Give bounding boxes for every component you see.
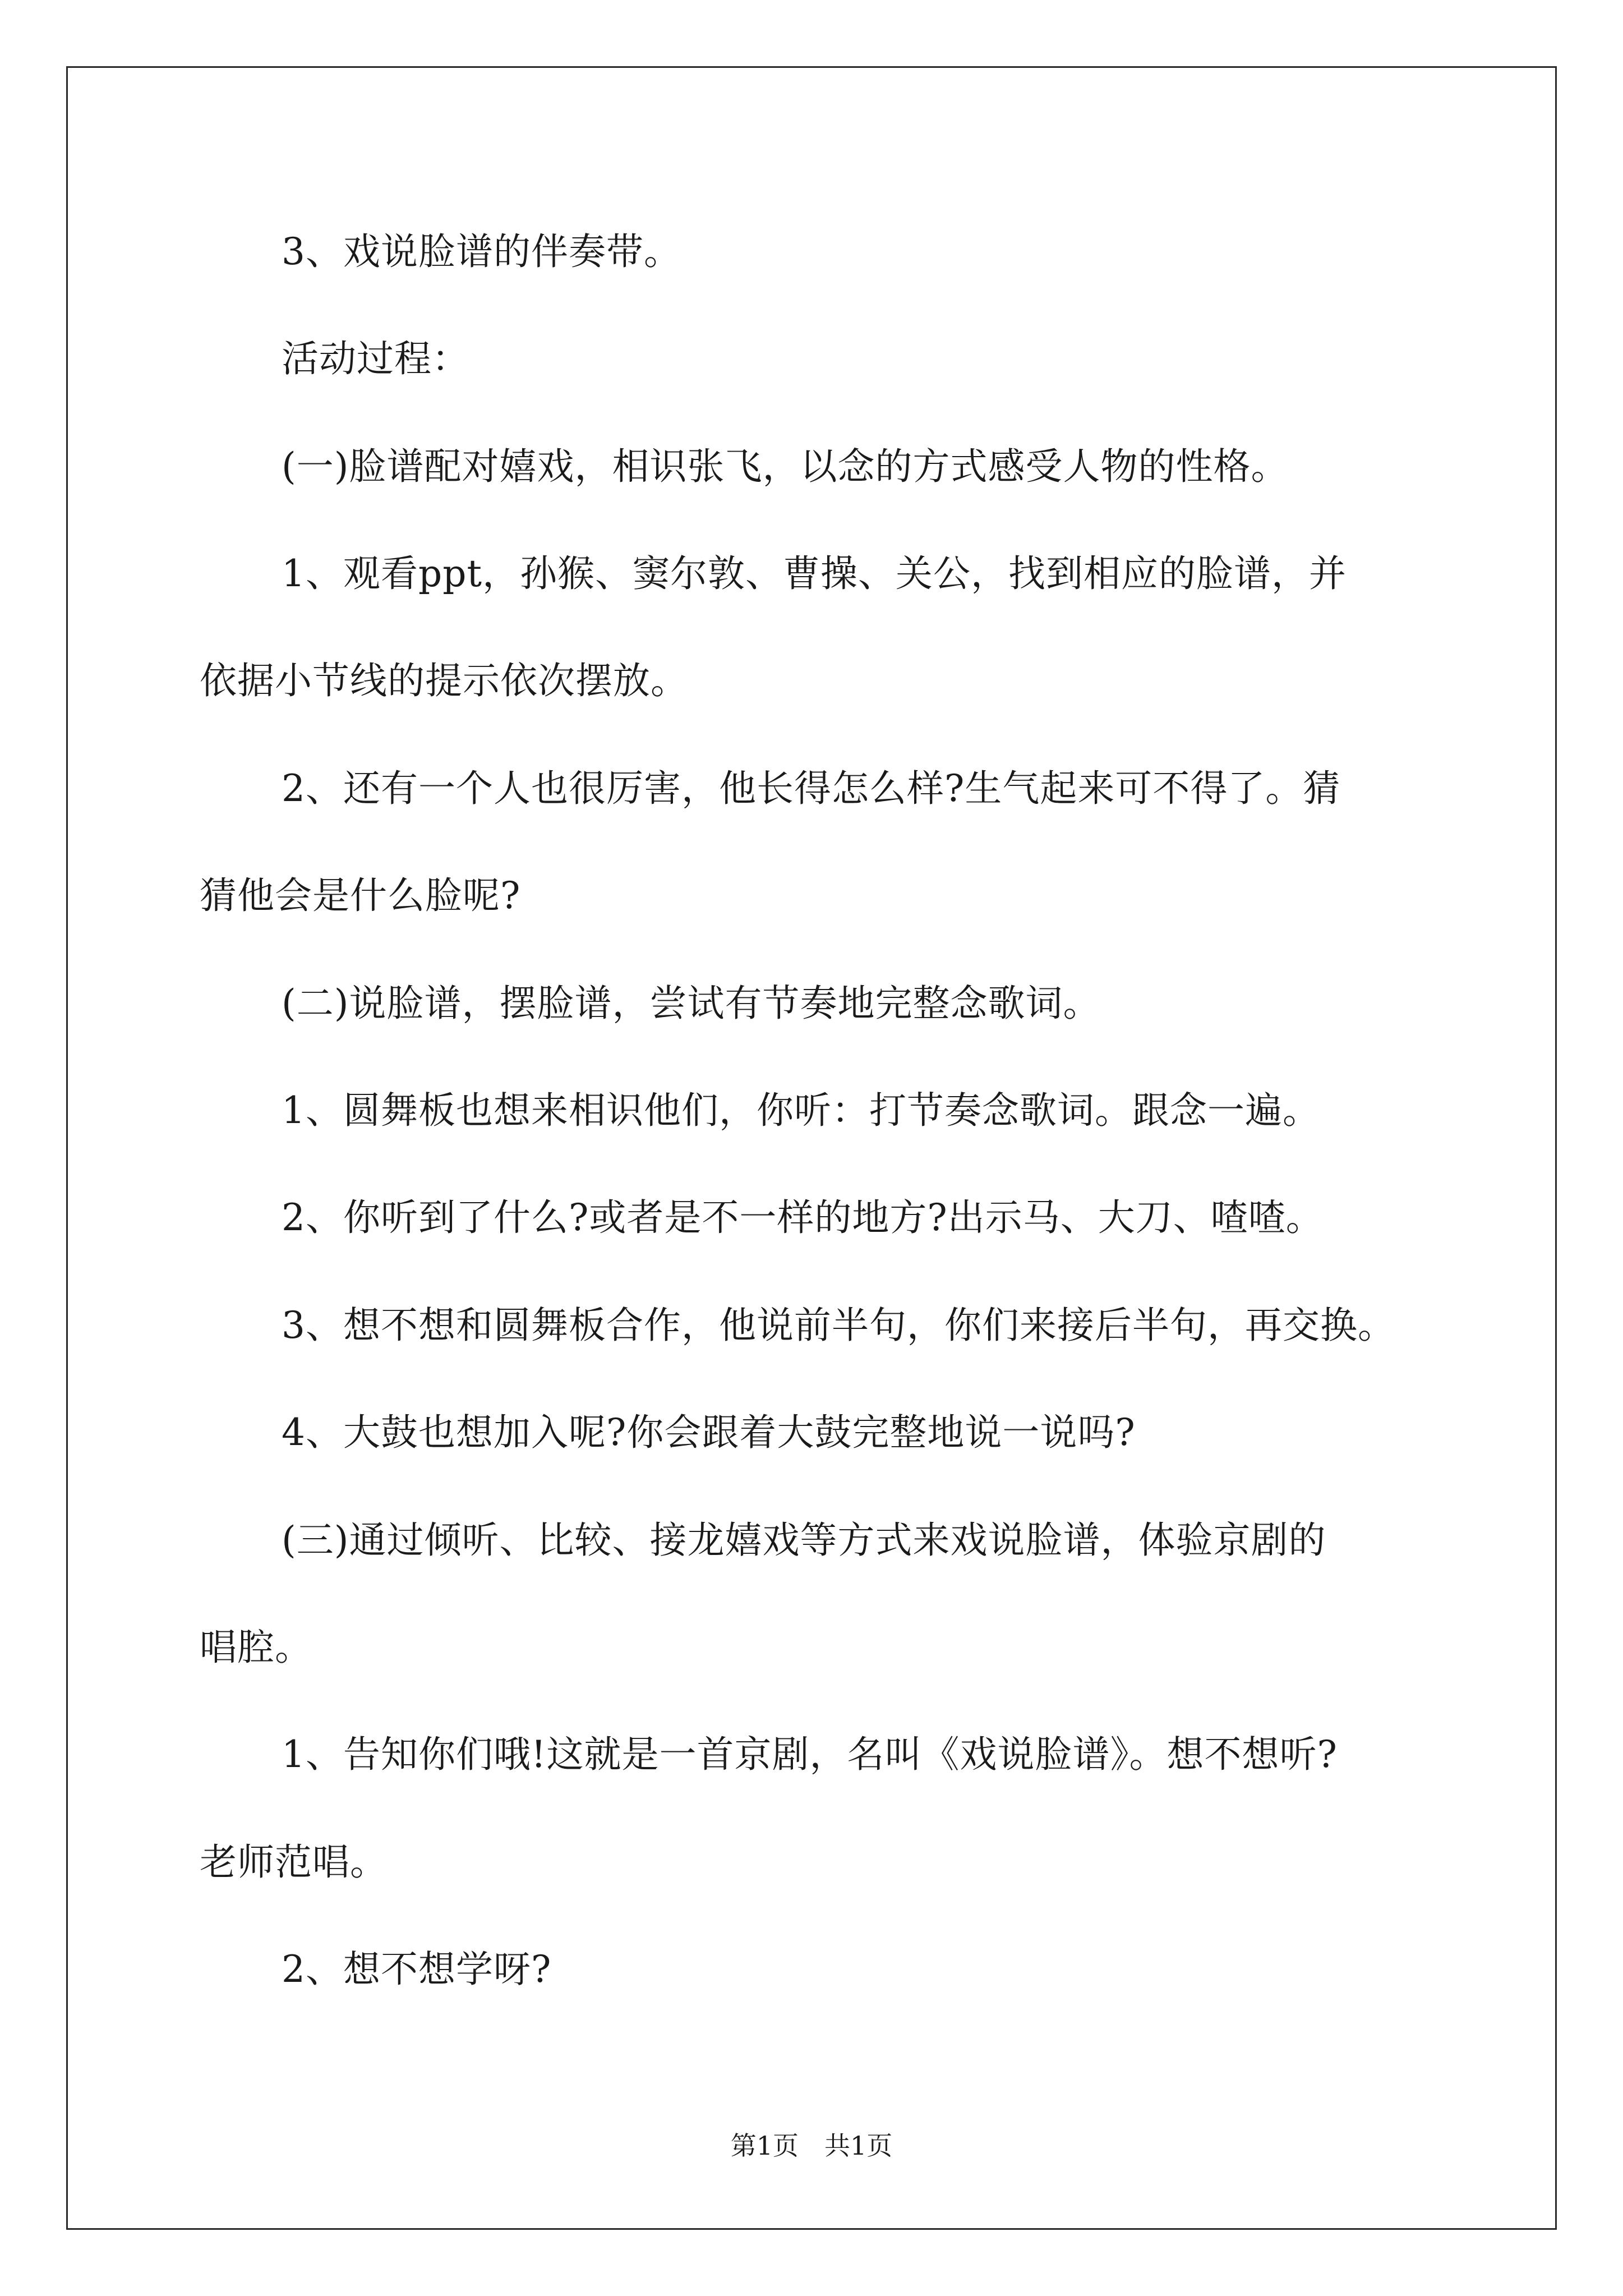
paragraph-12-line-2: 老师范唱。 bbox=[200, 1841, 388, 1884]
paragraph-8: 2、你听到了什么?或者是不一样的地方?出示马、大刀、喳喳。 bbox=[282, 1196, 1324, 1239]
paragraph-1: 3、戏说脸谱的伴奏带。 bbox=[282, 230, 681, 273]
paragraph-10: 4、大鼓也想加入呢?你会跟着大鼓完整地说一说吗? bbox=[282, 1411, 1136, 1454]
paragraph-13: 2、想不想学呀? bbox=[282, 1948, 552, 1991]
paragraph-9: 3、想不想和圆舞板合作，他说前半句，你们来接后半句，再交换。 bbox=[282, 1304, 1395, 1347]
paragraph-5-line-1: 2、还有一个人也很厉害，他长得怎么样?生气起来可不得了。猜 bbox=[282, 767, 1341, 810]
page-footer: 第1页 共1页 bbox=[730, 2131, 893, 2161]
paragraph-7: 1、圆舞板也想来相识他们，你听：打节奏念歌词。跟念一遍。 bbox=[282, 1089, 1320, 1132]
paragraph-11-line-2: 唱腔。 bbox=[200, 1626, 312, 1669]
paragraph-5-line-2: 猜他会是什么脸呢? bbox=[200, 874, 521, 917]
paragraph-11-line-1: (三)通过倾听、比较、接龙嬉戏等方式来戏说脸谱，体验京剧的 bbox=[282, 1519, 1326, 1562]
page-border bbox=[66, 66, 1557, 2230]
paragraph-4-line-1: 1、观看ppt，孙猴、窦尔敦、曹操、关公，找到相应的脸谱，并 bbox=[282, 552, 1347, 595]
paragraph-4-line-2: 依据小节线的提示依次摆放。 bbox=[200, 659, 688, 702]
paragraph-12-line-1: 1、告知你们哦!这就是一首京剧，名叫《戏说脸谱》。想不想听? bbox=[282, 1733, 1338, 1776]
paragraph-6: (二)说脸谱，摆脸谱，尝试有节奏地完整念歌词。 bbox=[282, 982, 1101, 1025]
paragraph-2: 活动过程： bbox=[282, 337, 469, 380]
paragraph-3: (一)脸谱配对嬉戏，相识张飞，以念的方式感受人物的性格。 bbox=[282, 445, 1289, 488]
